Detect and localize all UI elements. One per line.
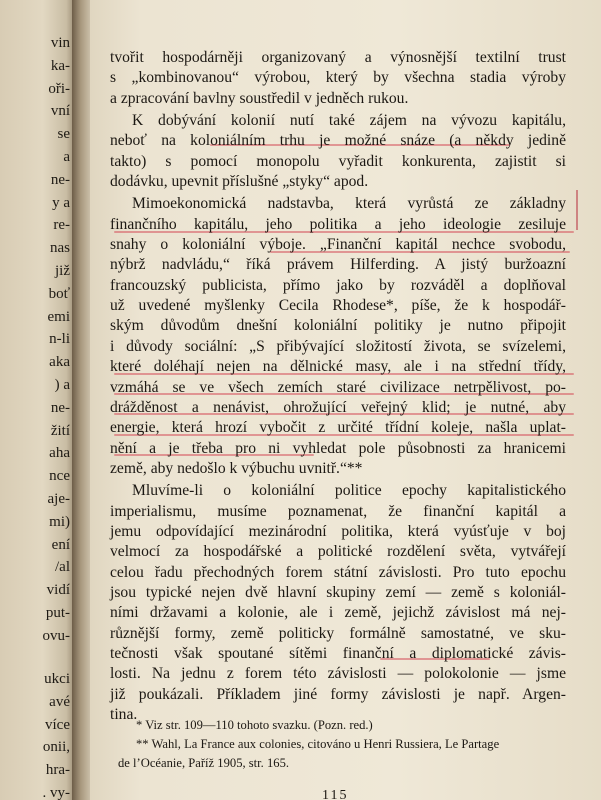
left-page-fragment: vní [50,103,70,120]
left-page-fragment: aje- [47,491,70,507]
text-line: země, aby nedošlo k výbuchu uvnitř.“** [110,459,363,477]
right-page [90,0,601,800]
text-line: Mluvíme-li o koloniální politice epochy kapitalistického [132,482,566,500]
left-page-fragment: vidí [46,582,70,599]
left-page-fragment: ovu- [42,627,70,644]
left-page-fragment: nce [49,468,70,485]
text-line: které doléhají nejen na dělnické masy, ale i na střední třídy, [110,358,566,376]
text-line: už uvedené myšlenky Cecila Rhodese*, píše, že k hospodář- [110,297,566,315]
page-number: 115 [322,788,349,800]
left-page-fragment: boť [48,285,70,302]
text-line: francouzský publicista, přímo jako by rozváděl a doplňoval [110,276,566,294]
left-page-fragment: hra- [45,762,70,779]
text-line: tvořit hospodárněji organizovaný a výnosnější textilní trust [110,49,566,66]
left-page-fragment: ukci [44,671,70,687]
left-page-fragment: onii, [42,739,70,756]
main-text [110,48,566,725]
text-line: K dobývání kolonií nutí také zájem na vývozu kapitálu, [132,112,566,130]
footnote-1: * Viz str. 109—110 tohoto svazku. (Pozn. red.) [136,718,373,732]
footnote-2-line-1: ** Wahl, La France aux colonies, citováno u Henri Russiera, Le Partage [136,737,500,751]
left-page-fragment: se [57,126,70,143]
text-line: nění a je třeba pro ni vyhledat pole působnosti za hranicemi [110,439,566,457]
text-line: imperialismu, musíme poznamenat, že finanční kapitál a [110,502,566,520]
text-line: a zpracování bavlny soustředil v jedněch rukou. [110,89,409,107]
left-page-fragment: nas [50,240,70,257]
left-page-fragment: vin [50,35,70,51]
left-page-fragment: žití [50,422,70,439]
left-page-fragment: ne- [50,399,70,416]
left-page-fragment: více [45,716,70,733]
left-page-fragment: oři- [48,80,70,97]
left-page-edge [0,0,78,800]
text-line: s „kombinovanou“ výrobou, který by všechna stadia výroby [110,69,566,87]
left-page-fragment: put- [45,605,70,621]
left-page-fragment: aka [49,354,70,371]
left-page-fragment: ení [51,536,70,553]
text-line: finančního kapitálu, jeho politika a jeho ideologie zesiluje [110,215,566,233]
text-line: různější formy, země politicky formálně samostatné, ve sku- [110,624,566,642]
text-line: takto) s pomocí monopolu vyřadit konkurenta, zajistit si [110,152,566,170]
text-line: energie, která hrozí vybočit z určité třídní koleje, našla uplat- [110,419,566,437]
left-page-fragment: re- [53,217,70,234]
left-page-fragment: aha [49,445,70,462]
footnotes [118,716,578,773]
text-line: jemu odpovídající mezinárodní politika, která vyúsťuje v boj [110,522,566,540]
left-page-fragment: n-li [49,331,70,348]
text-line: dodávku, upevnit příslušné „styky“ apod. [110,173,369,191]
footnote-2-line-2: de l’Océanie, Paříž 1905, str. 165. [118,756,290,770]
left-page-fragment: již [55,263,70,279]
left-page-fragment: /al [55,559,70,576]
left-page-fragment: emi [47,308,70,325]
left-page-fragment: mi) [49,513,70,530]
left-page-fragment: . vy- [42,785,70,800]
text-line: celou řadu přechodných forem státní závislosti. Pro tuto epochu [110,563,566,581]
text-line: tečnosti však spoutané sítěmi finanční a diplomatické závis- [110,644,566,662]
text-line: jsou typické nejen dvě hlavní skupiny zemí — země s koloniál- [110,583,566,601]
left-page-fragment: ne- [50,171,70,188]
text-line: snahy o koloniální výboje. „Finanční kapitál nechce svobodu, [110,236,566,254]
left-page-fragment: y a [52,194,70,211]
text-line: Mimoekonomická nadstavba, která vyrůstá ze základny [132,195,566,213]
text-line: i důvody sociální: „S přibývající složitostí života, se svízelemi, [110,337,566,355]
text-line: losti. Na jednu z forem této závislosti — polokolonie — jsme [110,665,566,683]
text-line: ními državami a kolonie, ale i země, jejichž závislost má nej- [110,604,566,622]
text-line: vzmáhá se ve všech zemích staré civilizace netrpělivost, po- [110,378,566,396]
left-page-fragment: a [63,149,70,165]
text-line: již poukázali. Příkladem jiné formy závislosti je např. Argen- [110,685,566,703]
text-line: neboť na koloniálním trhu je možné snáze (a někdy jedině [110,132,566,150]
text-line: ským důvodům dnešní koloniální politiky je nutno připojit [110,317,566,335]
text-line: velmocí za hospodářské a politické rozdělení světa, vytvářejí [110,543,566,561]
text-line: nýbrž nadvládu,“ říká právem Hilferding. A jistý buržoazní [110,256,566,274]
text-line: tina. [110,706,138,723]
left-page-fragment: ka- [50,57,70,74]
text-line: drážděnost a nenávist, ohrožující veřejný klid; je nutné, aby [110,398,566,416]
pen-margin-mark [576,190,578,230]
left-page-fragment: avé [49,693,70,710]
left-page-fragment: ) a [54,377,70,393]
